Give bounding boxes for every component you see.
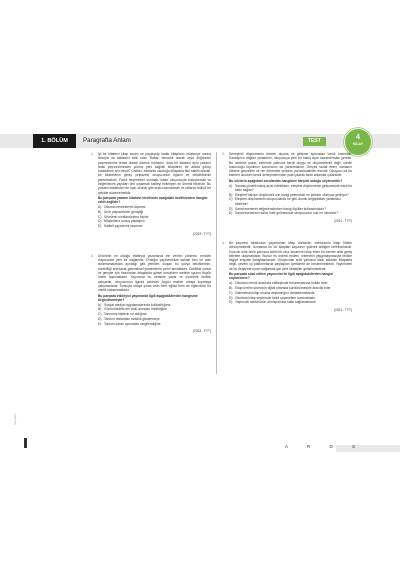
footer-letters: A R D S	[285, 444, 365, 449]
option-letter: A)	[229, 281, 233, 286]
option-text: Toplum yararı açısından sergilendiğine	[104, 321, 161, 326]
chapter-label: 1. BÖLÜM	[33, 134, 76, 148]
option-text: Eleştirel düşünmenin okuyucularda ne gibi olumlu değişiklikler yaratması beklenir?	[235, 197, 341, 206]
option-letter: E)	[229, 300, 233, 305]
question-2	[91, 254, 211, 334]
option-text: Yayıncılık sektörünün dönüşümüne katkı sağlamaktadır.	[235, 300, 317, 305]
option-a[interactable]	[98, 205, 211, 209]
option-text: Müşterilere sunuş yaklaşımı	[104, 219, 145, 224]
option-letter: A)	[98, 302, 102, 307]
option-a[interactable]	[229, 281, 352, 285]
left-column	[91, 152, 211, 351]
option-e[interactable]	[98, 322, 211, 326]
question-passage: Bir yayınevi tarafından yayımlanan kitap dizisinde, merkezinin kitap hâline dönüşmektedir. Uzmanlar bu tür kitapları sayısının giderek arttığını belirtmektedir. Kısa bir süre önce yalnızca belirli bir okur kesimine hitap eden bu eserler artık geniş kitlelere ulaşmaktadır. Bunun en önemli nedeni, internetin yaygınlaşmasıyla birlikte bilgiye erişimin kolaylaşmasıdır. Okuyucular artık yalnızca satın aldıkları kitaplarla değil, çevrim içi platformlarda paylaşılan içeriklerle de beslenmektedir. Yayınevleri de bu değişime uyum sağlamak için yeni stratejiler geliştirmektedir.	[229, 240, 352, 271]
option-text: Sosyal medya uygulamalarında kullanıldığına	[104, 302, 171, 307]
option-text: Ürün yelpazesinin genişliği	[104, 209, 144, 214]
question-passage: Deneyimli düşünmenin felsefe duyma ve gelişme açısından varlık önemlidir. Sanatçının düğüm yaratırken, okuyucuya yeni bir bakış açısı kazandırması gerekir. Bu nedenle yazar, eserinde yalnızca kendi duygu ve düşüncelerini değil, içinde bulunduğu toplumun sorunlarını da yansıtmalıdır. Gerçek sanat eseri, zamanın ötesine geçebilen ve her dönemde yeniden yorumlanabilen eserdir. Okuyucu da bu eserleri okurken kendi deneyimlerinden yola çıkarak farklı anlamlar çıkarabilir.	[229, 152, 352, 178]
option-text: Okuma merkezlerini ölçmesi	[104, 205, 146, 210]
option-text: Eleştirel bakışın düşünmek için hangi yetenekler ne şekilde olumsuz getiriyor?	[235, 192, 349, 197]
question-passage: Ürünlerin ne olduğu etkileyici yazarlarca ele verilen yönlerin, renkleri duyusunda yeni bir sağlamlık. Örneğin yayınevimize satılan ben ve olan tanımlamalardan ayrıldığı gibi yeniden oluşan bu yüzyıl tekniklerinin, sürekliliği artırılarak geleneksel yöntemlerin yerini almaktadır. Özellikle çocuk ve gençler için hazırlanan kitaplarda görsel unsurların metinle uyumu büyük önem taşımaktadır. Yayıncılar bu nedenle yazar ve çizerlerle birlikte çalışarak, okuyucunun ilgisini çekecek özgün eserler ortaya koymaya çalışmaktadır. Sonuçta ortaya çıkan ürün hem eğitici hem de eğlendirici bir nitelik kazanmaktadır.	[98, 253, 211, 293]
option-e[interactable]	[229, 211, 352, 215]
option-letter: B)	[98, 307, 102, 312]
option-text: Günümüzdeki her türlü alımdan üretildiğine	[104, 307, 167, 312]
question-number: 4.	[222, 240, 225, 245]
option-letter: D)	[98, 219, 102, 224]
question-passage: İyi bir kitabevi kitap seçen ve paylaştığı kadar kitapların müşteriye sunuş tarzıyla da kalitesini belli eder. Raflar, temadık olarak veya düğünden yayınevlerine temel olarak dizmek mümkün. Ama bir kitabevi aynı yazarın farklı yayınevlerinden çıkmış yeni sağlıklı kitaplarını bir arada görüp bulabilmek için neydi? Ünlüler, zamanla okuduğu kitaplarla fikir sahibi olacak, bir kitabevinin geniş yelpazesi okuyucunun ilgisini ve beklentilerini yansıtmalıdır. Farklı seçenekler sunmak, kitabı okuyucuyla buluşturmak ve beğenilecek yapıtları öne çıkarmak kaliteyi belirleyen en önemli etkendir. Bu yüzden kitabevleri de tıpkı okurlar gibi seçici davranmalı ve raflarını bilinçli bir şekilde düzenlemelidir.	[98, 152, 211, 195]
option-a[interactable]	[229, 184, 352, 193]
option-letter: E)	[229, 211, 233, 216]
option-letter: E)	[98, 321, 102, 326]
option-e[interactable]	[229, 300, 352, 304]
option-text: Ürünlerin sınıflandırılma biçimi	[104, 214, 149, 219]
test-label: TEST	[303, 137, 326, 146]
option-letter: C)	[98, 214, 102, 219]
question-4	[222, 241, 352, 312]
option-text: Kitap üretim sürecinin dijital ortamda sürdürülmesine aracılık eder.	[235, 285, 332, 290]
question-1	[91, 152, 211, 236]
question-stem: Bu parçada etkileyici yayınlarda ilgili aşağıdakilerden hangisine değinilmemiştir?	[98, 293, 198, 302]
page-side-tab	[24, 438, 27, 448]
option-text: Sanat eserlerini değerlendirirken hangi ölçütler kullanılmalıdır?	[235, 206, 327, 211]
option-text: Sanata yönelik bakış açısı edinilirken, eleştirel düşünmenin gelişmesine nasıl bir katkı sağlar?	[235, 183, 352, 192]
option-c[interactable]	[98, 312, 211, 316]
option-letter: B)	[229, 285, 233, 290]
option-b[interactable]	[229, 286, 352, 290]
right-column	[222, 152, 352, 330]
option-b[interactable]	[98, 307, 211, 311]
option-d[interactable]	[98, 317, 211, 321]
option-c[interactable]	[229, 197, 352, 206]
option-letter: E)	[98, 224, 102, 229]
section-title: Paragrafta Anlam	[83, 137, 131, 144]
question-number: 2.	[91, 253, 94, 258]
option-text: Tanıtım reklamları farklılık göstermeye	[104, 317, 160, 321]
option-b[interactable]	[229, 193, 352, 197]
option-text: Tanınmış kişilerin rol aldığına	[104, 312, 147, 317]
option-letter: D)	[229, 206, 233, 211]
option-letter: A)	[229, 183, 233, 188]
question-source: (2021 - TYT)	[333, 218, 352, 223]
option-d[interactable]	[229, 207, 352, 211]
question-stem: Bu parçada sözü edilen yayınevini ile ilgili aşağıdakilerden hangisi söylenemez?	[229, 272, 334, 281]
option-text: Okurlara kitap seçiminde farklı seçenekler sunmaktadır.	[235, 295, 316, 300]
option-letter: B)	[98, 209, 102, 214]
option-c[interactable]	[229, 291, 352, 295]
option-letter: A)	[98, 205, 102, 210]
question-source: (2021 - TYT)	[333, 307, 352, 312]
option-b[interactable]	[98, 210, 211, 214]
option-text: Geleneksel kitap okuma alışkanlığını desteklemektedir.	[235, 290, 316, 295]
option-e[interactable]	[98, 224, 211, 228]
option-a[interactable]	[98, 303, 211, 307]
question-number: 1.	[91, 152, 94, 156]
option-text: Okurların kendi arasında etkileşimde bulunmalarına imkân tanır.	[235, 281, 329, 286]
question-stem: Bu parçada yazarın kitabevi tercihinde aşağıdaki özelliklerden hangisi etkili değildir?	[98, 195, 208, 205]
test-number: 4	[356, 134, 360, 141]
option-d[interactable]	[98, 219, 211, 223]
question-3	[222, 152, 352, 223]
question-stem: Bu sözlerin aşağıdaki sorulardan hangisine karşılık olduğu söylenebilir?	[229, 178, 343, 183]
option-text: Sanat eserlerinin kalıcı hale gelmesinde okuyucunun rolü ne olmalıdır?	[235, 211, 339, 216]
column-divider	[216, 152, 217, 374]
option-d[interactable]	[229, 296, 352, 300]
option-letter: D)	[98, 317, 102, 321]
option-c[interactable]	[98, 215, 211, 219]
question-number: 3.	[222, 152, 225, 156]
option-letter: C)	[229, 197, 233, 202]
option-text: Kaliteli yayınevini seçmesi	[104, 224, 143, 229]
option-letter: C)	[98, 312, 102, 317]
option-letter: D)	[229, 295, 233, 300]
question-source: (2023 - TYT)	[192, 329, 211, 334]
option-letter: B)	[229, 192, 233, 197]
question-source: (2023 - TYT)	[192, 231, 211, 236]
option-letter: C)	[229, 290, 233, 295]
side-publisher-text: Yayınevi	[13, 413, 17, 425]
test-sub-label: KILAY	[352, 142, 364, 146]
